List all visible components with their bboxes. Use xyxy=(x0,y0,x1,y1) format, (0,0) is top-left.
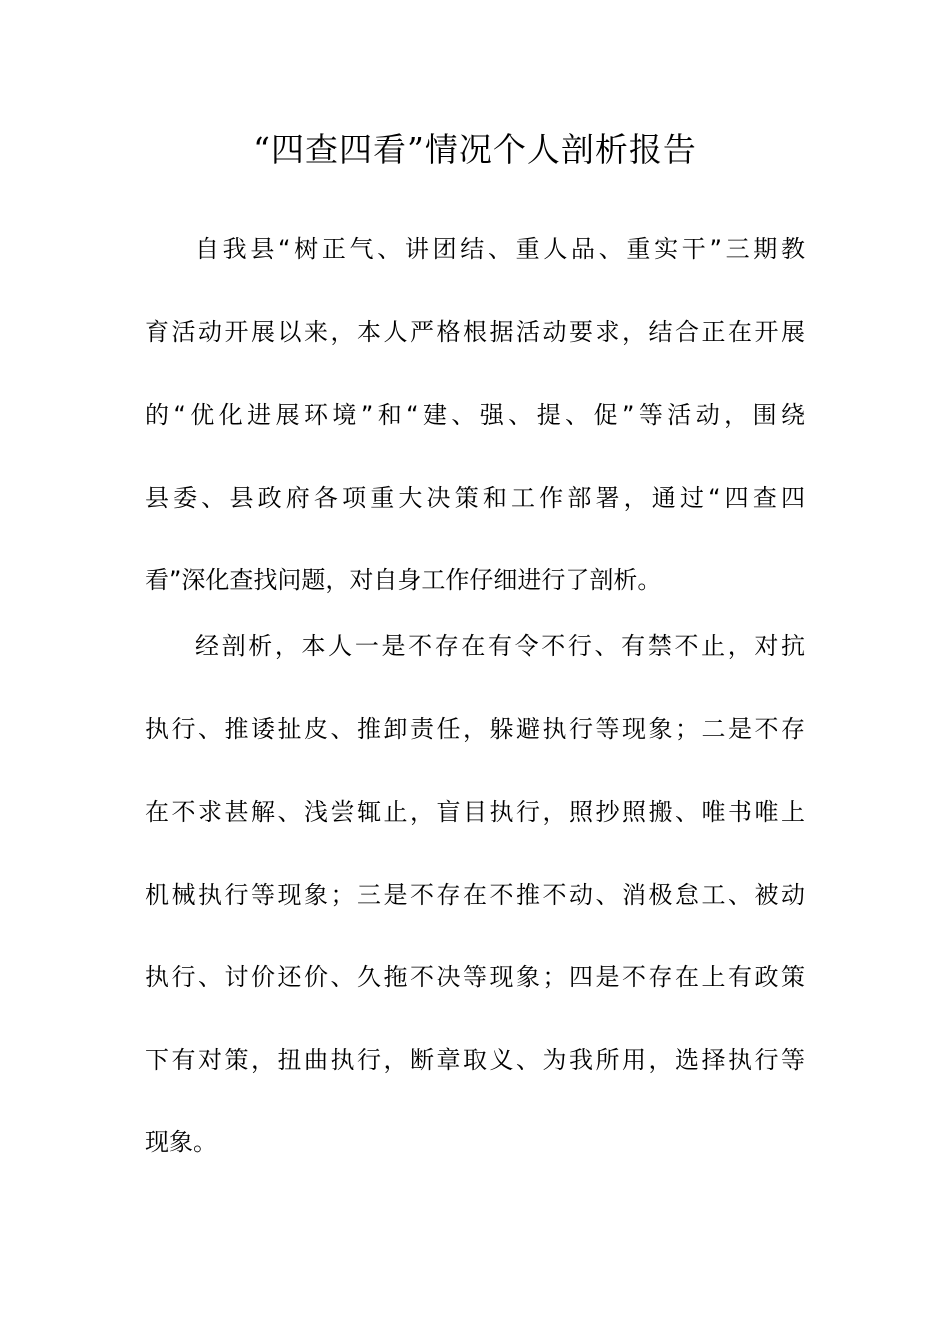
paragraph-line: 看”深化查找问题，对自身工作仔细进行了剖析。 xyxy=(145,566,662,594)
paragraph-line: 现象。 xyxy=(145,1128,217,1156)
paragraph-line: 经剖析，本人一是不存在有令不行、有禁不止，对抗 xyxy=(195,632,805,660)
paragraph-line: 的“优化进展环境”和“建、强、提、促”等活动，围绕 xyxy=(145,401,805,429)
paragraph-line: 下有对策，扭曲执行，断章取义、为我所用，选择执行等 xyxy=(145,1046,805,1074)
paragraph-line: 育活动开展以来，本人严格根据活动要求，结合正在开展 xyxy=(145,318,805,346)
paragraph-line: 县委、县政府各项重大决策和工作部署，通过“四查四 xyxy=(145,484,805,512)
paragraph-line: 机械执行等现象；三是不存在不推不动、消极怠工、被动 xyxy=(145,881,805,909)
paragraph-line: 执行、推诿扯皮、推卸责任，躲避执行等现象；二是不存 xyxy=(145,715,805,743)
paragraph-line: 在不求甚解、浅尝辄止，盲目执行，照抄照搬、唯书唯上 xyxy=(145,798,805,826)
paragraph-line: 自我县“树正气、讲团结、重人品、重实干”三期教 xyxy=(195,235,805,263)
paragraph-line: 执行、讨价还价、久拖不决等现象；四是不存在上有政策 xyxy=(145,963,805,991)
document-title: “四查四看”情况个人剖析报告 xyxy=(253,130,697,169)
